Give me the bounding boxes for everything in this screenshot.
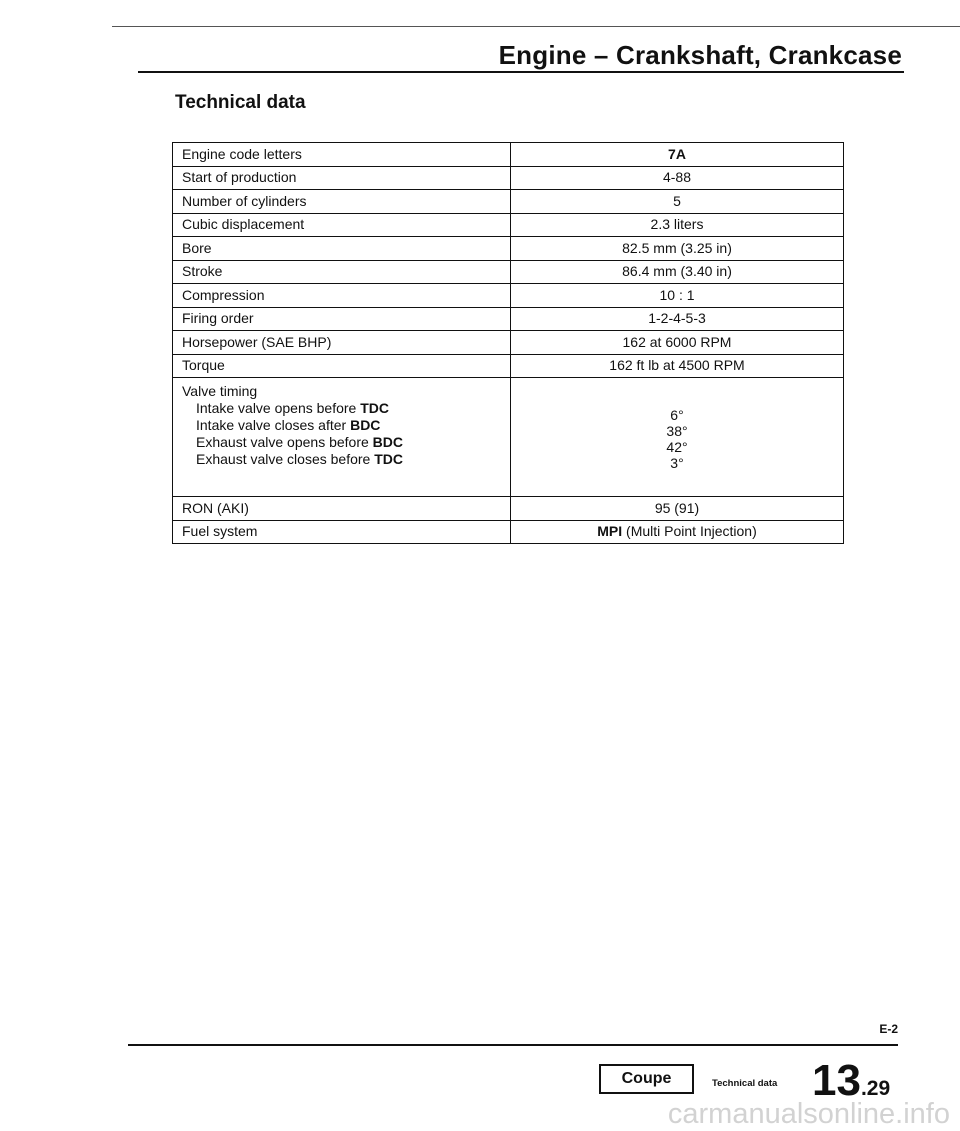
valve-timing-items [182, 400, 502, 468]
row-value: 4-88 [511, 166, 844, 190]
table-row [173, 354, 844, 378]
row-value: 86.4 mm (3.40 in) [511, 260, 844, 284]
row-label: Start of production [173, 166, 511, 190]
item-text: Exhaust valve opens before [196, 434, 373, 450]
table-row [173, 331, 844, 355]
table-row [173, 307, 844, 331]
row-value: 5 [511, 190, 844, 214]
row-value: 2.3 liters [511, 213, 844, 237]
header-rule [138, 71, 904, 73]
valve-timing-heading: Valve timing [182, 383, 258, 399]
row-label: Bore [173, 237, 511, 261]
table-row [173, 520, 844, 544]
table-row [173, 260, 844, 284]
row-label: Cubic displacement [173, 213, 511, 237]
row-value: 95 (91) [511, 497, 844, 521]
row-value: 1-2-4-5-3 [511, 307, 844, 331]
valve-timing-value: 42° [666, 439, 688, 455]
footer-section-label: Technical data [712, 1078, 778, 1089]
row-value: 162 at 6000 RPM [511, 331, 844, 355]
item-ref: TDC [374, 451, 403, 467]
table-row [173, 213, 844, 237]
valve-timing-row [173, 378, 844, 497]
row-value [511, 520, 844, 544]
item-text: Exhaust valve closes before [196, 451, 375, 467]
valve-timing-value: 3° [670, 455, 684, 471]
page-reference: E-2 [879, 1022, 898, 1036]
valve-timing-item [196, 434, 502, 451]
row-value: 82.5 mm (3.25 in) [511, 237, 844, 261]
page-number-minor: .29 [860, 1077, 891, 1100]
row-label: Engine code letters [173, 143, 511, 167]
table-row [173, 497, 844, 521]
row-label: Fuel system [173, 520, 511, 544]
footer-rule [128, 1044, 898, 1046]
row-label: RON (AKI) [173, 497, 511, 521]
row-label: Torque [173, 354, 511, 378]
row-label: Horsepower (SAE BHP) [173, 331, 511, 355]
section-title: Technical data [175, 92, 306, 113]
table-row [173, 166, 844, 190]
fuel-system-desc: (Multi Point Injection) [622, 523, 757, 540]
valve-timing-item [196, 451, 502, 468]
item-ref: BDC [372, 434, 404, 450]
fuel-system-code: MPI [597, 523, 623, 540]
valve-timing-value: 38° [666, 423, 688, 439]
valve-timing-item [196, 417, 502, 434]
item-ref: TDC [360, 400, 390, 416]
row-value: 10 : 1 [511, 284, 844, 308]
model-badge: Coupe [599, 1064, 694, 1094]
valve-timing-labels [173, 378, 511, 497]
table-row [173, 143, 844, 167]
valve-timing-item [196, 400, 502, 417]
item-text: Intake valve closes after [196, 417, 351, 433]
valve-timing-value: 6° [670, 407, 684, 423]
row-label: Firing order [173, 307, 511, 331]
top-rule [112, 26, 960, 27]
row-value: 7A [511, 143, 844, 167]
chapter-title: Engine – Crankshaft, Crankcase [498, 40, 902, 70]
valve-timing-values [511, 378, 844, 497]
item-text: Intake valve opens before [196, 400, 361, 416]
row-value: 162 ft lb at 4500 RPM [511, 354, 844, 378]
watermark: carmanualsonline.info [667, 1098, 950, 1130]
technical-data-table [172, 142, 844, 544]
item-ref: BDC [350, 417, 381, 433]
table-row [173, 284, 844, 308]
table-row [173, 190, 844, 214]
table-row [173, 237, 844, 261]
page-number-major: 13 [812, 1056, 861, 1105]
row-label: Compression [173, 284, 511, 308]
row-label: Number of cylinders [173, 190, 511, 214]
row-label: Stroke [173, 260, 511, 284]
